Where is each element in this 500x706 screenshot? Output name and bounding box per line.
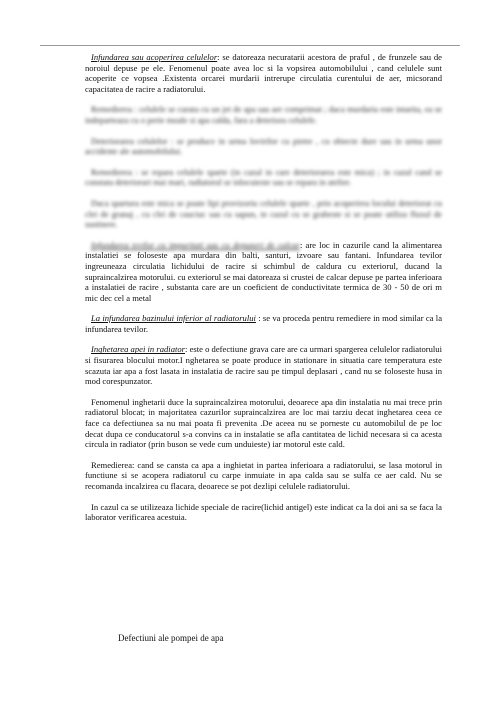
text-cell-clogging: : se datoreaza necuratarii acestora de praful , de frunzele sau de noroiul depuse pe ele. Fenomenul poate avea loc si la vopsirea automobilului , cand celulele sunt acoperite ce vopsea .Existenta orcarei murdarii intrerupe circulatia curentului de aer, micsorand capacitatea de racire a radiatorului. — [85, 52, 442, 94]
document-body — [85, 52, 442, 533]
paragraph-freezing-remedy: Remedierea: cand se cansta ca apa a inghietat in partea inferioara a radiatorului, se lasa motorul in functiune si se acopera radiatorul cu carpe inmuiate in apa calda sau se sulfa ce aer cald. Nu se recomanda incalzirea cu flacara, deoarece se pot dezlipi celulele radiatorului. — [85, 459, 442, 491]
paragraph-small-crack: Daca spartura este mica se poate lipi provizoriu celulele sparte , prin acoperirea locului deteriorat cu clei de granaj , cu clei de cauciuc sau cu sapun, in cazul cu se grabeste si se poate utiliza fluxul de sustinere. — [85, 197, 442, 230]
heading-cell-clogging: Infundarea sau acoperirea celulelor — [91, 52, 218, 62]
heading-lower-tank: La infundarea bazinului inferior al radiatorului — [91, 313, 256, 324]
paragraph-lower-tank — [85, 313, 442, 334]
paragraph-remedy-repair: Remedierea : se repara celulele sparte (in cazul in care deteriorarea este mica) ; in cazul cand se constata deteriorari mai mari, radiatorul se inlocuieste sau se repara in atelier. — [85, 166, 442, 188]
paragraph-cell-damage: Deteriorarea celulelor : se produce in urma lovirilor cu pietre , cu obiecte dure sau in urma unor accidente ale automobilului. — [85, 135, 442, 157]
paragraph-freezing — [85, 344, 442, 386]
text-tube-clogging: : are loc in cazurile cand la alimentarea instalatiei se foloseste apa murdara din balti, santuri, izvoare sau fantani. Infundarea tevilor ingreuneaza circulatia lichidului de racire si schimbul de caldura cu exteriorul, ducand la supraincalzirea motorului. cu exteriorul se mai datoreaza si crustei de calcar depuse pe partea inferioara a instalatiei de racire , substanta care are un coeficient de conductivitate termica de 30 - 50 de ori m mic dec cel a metal — [85, 239, 442, 303]
heading-freezing: Inghetarea apei in radiator — [91, 344, 186, 355]
heading-tube-clogging: Infundarea tevilor cu impuritati sau cu depuneri de calcar — [91, 239, 300, 250]
next-section-title: Defectiuni ale pompei de apa — [118, 633, 224, 643]
header-rule — [40, 45, 460, 46]
paragraph-tube-clogging — [85, 240, 442, 304]
paragraph-antifreeze: In cazul ca se utilizeaza lichide speciale de racire(lichid antigel) este indicat ca la doi ani sa se faca la laborator verificarea acestuia. — [85, 501, 442, 523]
paragraph-remedy-cleaning: Remedierea : celulele se curata cu un jet de apa sau aer comprimat ; daca murdaria este intarita, ea se indeparteaza cu o perie moale si apa calda, fara a deteriora celulele. — [85, 104, 442, 125]
paragraph-freezing-effect: Fenomenul inghetarii duce la supraincalzirea motorului, deoarece apa din instalatia nu mai trece prin radiatorul blocat; in majoritatea cazurilor supraincalzirea are loc mai tarziu decat inghetarea ceea ce face ca defectiunea sa nu mai poata fi prevenita .De aceea nu se porneste cu automobilul de pe loc decat dupa ce conducatorul s-a convins ca in instalatie se afla cantitatea de lichid necesara si ca acesta circula in radiator (prin buson se vede cum unduieste) iar motorul este cald. — [85, 396, 442, 450]
text-freezing: : este o defectiune grava care are ca urmari spargerea celulelor radiatorului si fisurarea blocului motor.I nghetarea se poate produce in stationare in situatia care temperatura este scazuta iar apa a fost lasata in instalatia de racire sau pe timpul deplasari , cand nu se foloseste husa in mod corespunzator. — [85, 344, 442, 387]
paragraph-cell-clogging — [85, 52, 442, 94]
text-lower-tank: : se va proceda pentru remediere in mod similar ca la infundarea tevilor. — [85, 313, 443, 334]
